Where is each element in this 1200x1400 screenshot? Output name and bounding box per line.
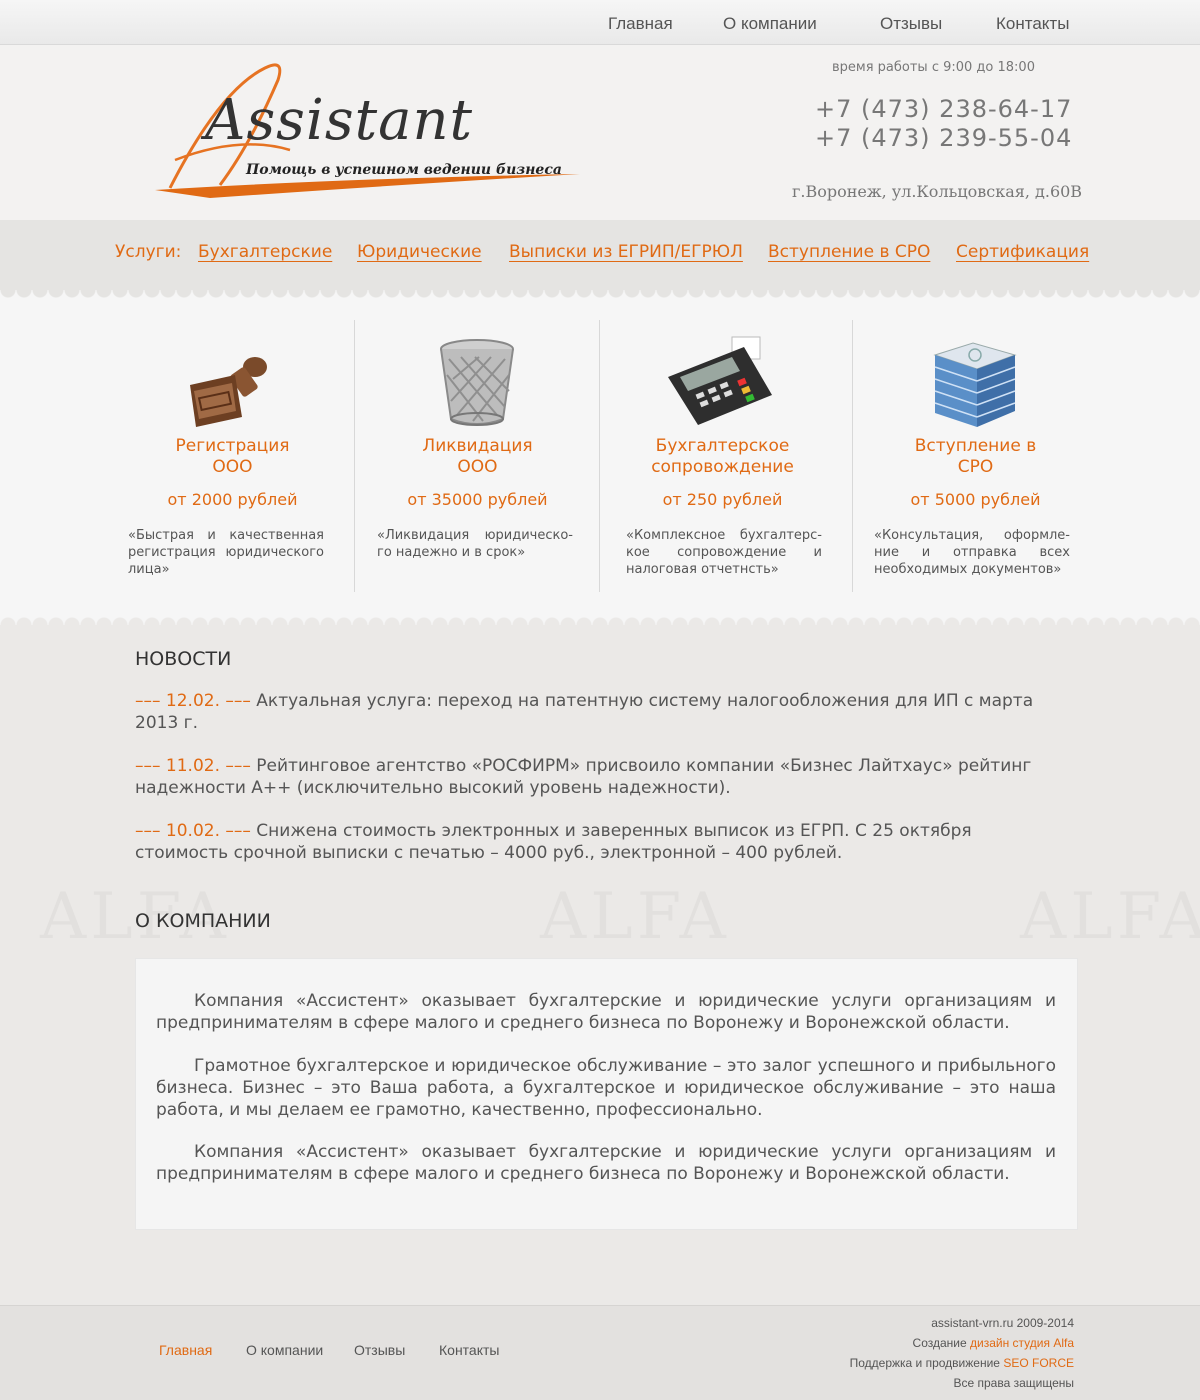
card-price: от 35000 рублей [407, 490, 548, 509]
nav-link-contacts[interactable]: Контакты [996, 14, 1070, 33]
scallop-border [0, 290, 1200, 300]
services-bar [0, 220, 1200, 290]
card-accounting[interactable] [600, 320, 845, 592]
card-title: Вступление в СРО [914, 436, 1037, 477]
about-paragraph: Компания «Ассистент» оказывает бухгалтерские и юридические услуги организациям и предпринимателям в сфере малого и среднего бизнеса по Воронежу и Воронежской области. [156, 991, 1056, 1033]
news-item[interactable]: ––– 10.02. ––– Снижена стоимость электронных и заверенных выписок из ЕГРП. С 25 октября стоимость срочной выписки с печатью – 4000 руб., электронной – 400 рублей. [135, 821, 972, 863]
watermark [1020, 880, 1200, 954]
work-hours: время работы с 9:00 до 18:00 [832, 60, 1035, 75]
about-box [135, 958, 1078, 1230]
top-navigation [0, 0, 1200, 45]
news-item[interactable]: ––– 11.02. ––– Рейтинговое агентство «РОСФИРМ» присвоило компании «Бизнес Лайтхаус» рейтинг надежности А++ (исключительно высокий уровень надежности). [135, 756, 1032, 798]
footer-link-reviews[interactable]: Отзывы [354, 1342, 406, 1358]
card-registration[interactable] [110, 320, 355, 592]
footer-copyright: assistant-vrn.ru 2009-2014 [931, 1316, 1074, 1330]
payment-terminal-icon [662, 335, 777, 430]
card-price: от 250 рублей [662, 490, 783, 509]
service-link-extracts[interactable]: Выписки из ЕГРИП/ЕГРЮЛ [509, 242, 743, 262]
nav-link-about[interactable]: О компании [723, 14, 817, 33]
trash-basket-icon [427, 335, 527, 430]
news-heading: НОВОСТИ [135, 648, 232, 670]
footer-created-by: Создание дизайн студия Alfa [912, 1336, 1074, 1350]
seo-link[interactable]: SEO FORCE [1003, 1356, 1074, 1370]
card-description: «Комплексное бухгалтерс-кое сопровождение и налоговая отчетнсть» [626, 528, 822, 577]
service-link-accounting[interactable]: Бухгалтерские [198, 242, 333, 262]
service-link-sro[interactable]: Вступление в СРО [768, 242, 931, 262]
nav-link-home[interactable]: Главная [608, 14, 673, 33]
news-item[interactable]: ––– 12.02. ––– Актуальная услуга: переход на патентную систему налогообложения для ИП с марта 2013 г. [135, 691, 1034, 733]
card-title: Регистрация ООО [175, 436, 290, 477]
card-description: «Ликвидация юридическо-го надежно и в срок» [377, 528, 573, 560]
footer-rights: Все права защищены [953, 1376, 1074, 1390]
card-sro[interactable] [853, 320, 1098, 592]
card-price: от 2000 рублей [167, 490, 298, 509]
footer-link-contacts[interactable]: Контакты [439, 1342, 500, 1358]
logo-tagline: Помощь в успешном ведении бизнеса [246, 162, 562, 178]
footer-link-about[interactable]: О компании [246, 1342, 324, 1358]
card-price: от 5000 рублей [910, 490, 1041, 509]
office-building-icon [925, 335, 1025, 430]
service-link-certification[interactable]: Сертификация [956, 242, 1090, 262]
logo-text: Assistant [205, 88, 474, 153]
phone-1[interactable]: +7 (473) 238-64-17 [815, 95, 1073, 123]
watermark [540, 880, 730, 954]
about-paragraph: Компания «Ассистент» оказывает бухгалтерские и юридические услуги организациям и предпринимателям в сфере малого и среднего бизнеса по Воронежу и Воронежской области. [156, 1142, 1056, 1184]
stamp-icon [180, 335, 280, 430]
card-liquidation[interactable] [355, 320, 600, 592]
logo[interactable] [150, 50, 590, 210]
site-header [0, 45, 1200, 220]
about-paragraph: Грамотное бухгалтерское и юридическое обслуживание – это залог успешного и прибыльного бизнеса. Бизнес – это Ваша работа, а бухгалтерское и юридическое обслуживание – это наша работа, и мы делаем ее грамотно, качественно, профессионально. [156, 1056, 1056, 1120]
card-description: «Быстрая и качественная регистрация юридического лица» [128, 528, 324, 577]
about-heading: О КОМПАНИИ [135, 910, 271, 932]
footer-support: Поддержка и продвижение SEO FORCE [849, 1356, 1074, 1370]
services-label: Услуги: [115, 242, 182, 262]
footer-link-home[interactable]: Главная [159, 1342, 213, 1358]
address: г.Воронеж, ул.Кольцовская, д.60В [792, 182, 1083, 201]
site-footer [0, 1305, 1200, 1400]
card-title: Ликвидация ООО [422, 436, 533, 477]
nav-link-reviews[interactable]: Отзывы [880, 14, 943, 33]
phone-2[interactable]: +7 (473) 239-55-04 [815, 124, 1073, 152]
studio-link[interactable]: дизайн студия Alfa [970, 1336, 1074, 1350]
scallop-border [0, 615, 1200, 625]
service-link-legal[interactable]: Юридические [357, 242, 482, 262]
card-description: «Консультация, оформле-ние и отправка всех необходимых документов» [874, 528, 1070, 577]
card-title: Бухгалтерское сопровождение [651, 436, 794, 477]
